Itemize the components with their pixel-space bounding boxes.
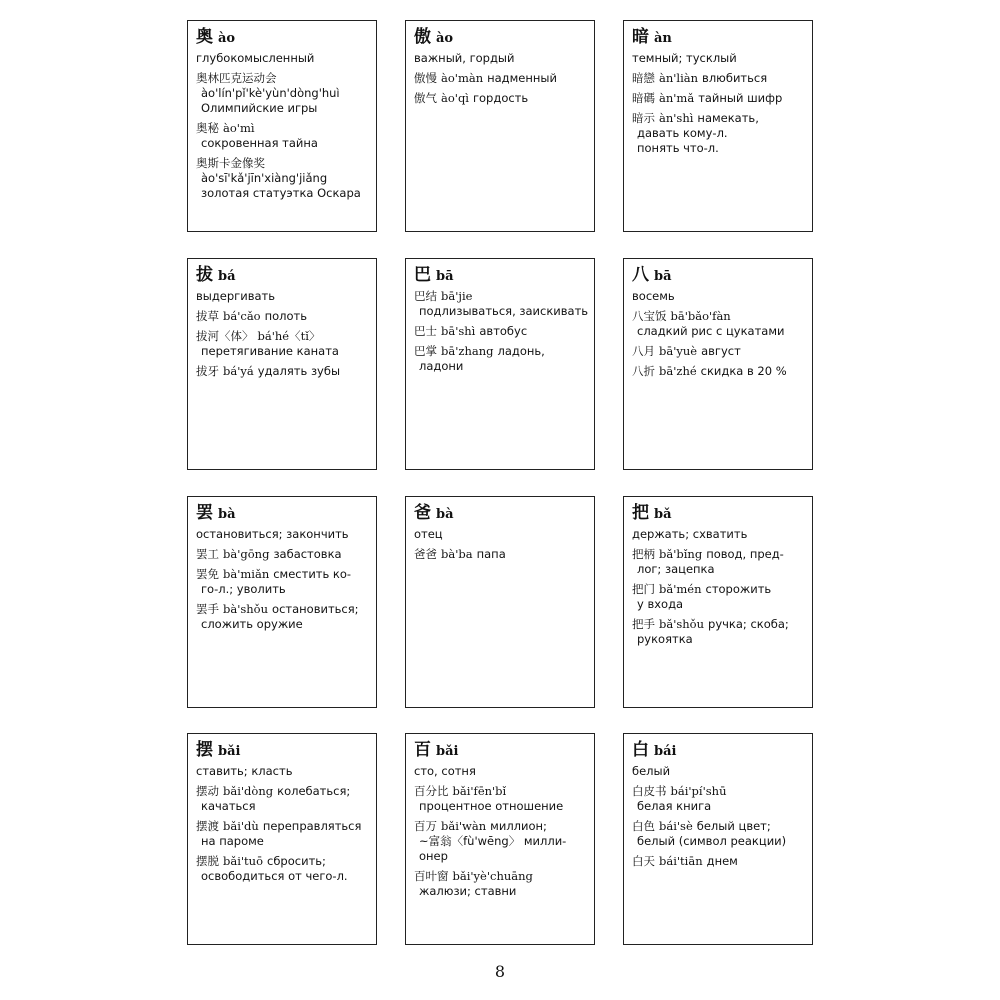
entry-translation: скидка в 20 %	[700, 364, 787, 378]
card-entry	[196, 819, 368, 849]
card-pinyin: bǎi	[218, 744, 241, 759]
card-definition: важный, гордый	[414, 51, 515, 65]
card-definition: сто, сотня	[414, 764, 476, 778]
card-entry	[414, 547, 586, 562]
entry-pinyin: bái'pí'shū	[670, 784, 727, 798]
card-entry	[196, 156, 368, 201]
entry-word: 巴士	[414, 324, 437, 338]
entry-word: 白天	[632, 854, 655, 868]
entry-translation: намекать,	[697, 111, 759, 125]
entry-translation: надменный	[487, 71, 557, 85]
entry-pinyin: bá'cǎo	[223, 309, 261, 323]
entry-translation: сбросить;	[267, 854, 326, 868]
card-definition: глубокомысленный	[196, 51, 315, 65]
entry-word: 八月	[632, 344, 655, 358]
card-entry	[196, 71, 368, 116]
entry-pinyin: ào'mì	[223, 121, 255, 135]
entry-word: 傲气	[414, 91, 437, 105]
entry-translation: влюбиться	[702, 71, 768, 85]
card-heading	[414, 27, 586, 49]
entry-pinyin: ào'màn	[441, 71, 484, 85]
entry-pinyin: bā'yuè	[659, 344, 698, 358]
card-hanzi: 傲	[414, 27, 431, 47]
flashcard	[623, 258, 813, 470]
entry-translation-continued: ào'sī'kǎ'jīn'xiàng'jiǎng	[201, 171, 328, 185]
entry-pinyin: bǎi'fēn'bǐ	[452, 784, 507, 798]
entry-pinyin: bà'miǎn	[223, 567, 270, 581]
card-entry	[414, 91, 586, 106]
entry-word: 白皮书	[632, 784, 667, 798]
entry-word: 百万	[414, 819, 437, 833]
card-heading	[632, 265, 804, 287]
entry-word: 百分比	[414, 784, 449, 798]
entry-pinyin: bá'hé〈tǐ〉	[257, 329, 321, 343]
card-entry	[632, 784, 804, 814]
card-entry	[632, 344, 804, 359]
entry-translation: повод, пред-	[706, 547, 784, 561]
entry-translation-continued: сложить оружие	[201, 617, 303, 631]
entry-pinyin: bà'shǒu	[223, 602, 269, 616]
flashcard	[187, 496, 377, 708]
card-hanzi: 摆	[196, 740, 213, 760]
card-entry	[196, 854, 368, 884]
entry-pinyin: bǎi'yè'chuāng	[452, 869, 533, 883]
flashcard	[623, 733, 813, 945]
entry-translation-continued: освободиться от чего-л.	[201, 869, 348, 883]
card-definition: восемь	[632, 289, 675, 303]
entry-translation: ручка; скоба;	[708, 617, 789, 631]
entry-pinyin: àn'mǎ	[659, 91, 695, 105]
entry-translation-continued: белая книга	[637, 799, 712, 813]
entry-word: 白色	[632, 819, 655, 833]
entry-translation-continued: у входа	[637, 597, 684, 611]
card-heading	[414, 265, 586, 287]
entry-word: 奥林匹克运动会	[196, 71, 277, 85]
entry-word: 罢手	[196, 602, 219, 616]
card-entry	[632, 854, 804, 869]
entry-word: 罢免	[196, 567, 219, 581]
entry-translation: белый цвет;	[696, 819, 771, 833]
card-entry	[414, 71, 586, 86]
entry-pinyin: bá'yá	[223, 364, 254, 378]
entry-pinyin: bǎi'dòng	[223, 784, 274, 798]
card-hanzi: 巴	[414, 265, 431, 285]
entry-translation-continued: рукоятка	[637, 632, 693, 646]
page-number: 8	[494, 962, 506, 981]
entry-translation-continued: ~富翁〈fù'wēng〉 милли-	[419, 834, 567, 848]
flashcard	[187, 20, 377, 232]
entry-word: 傲慢	[414, 71, 437, 85]
entry-pinyin: bǎ'shǒu	[659, 617, 705, 631]
flashcard	[623, 496, 813, 708]
card-entry	[414, 784, 586, 814]
entry-translation: сторожить	[705, 582, 772, 596]
entry-pinyin: bǎi'tuō	[223, 854, 264, 868]
card-definition: держать; схватить	[632, 527, 748, 541]
entry-pinyin: bǎ'bǐng	[659, 547, 703, 561]
card-entry	[414, 869, 586, 899]
card-heading	[196, 740, 368, 762]
entry-translation: автобус	[479, 324, 528, 338]
entry-word: 把门	[632, 582, 655, 596]
entry-pinyin: bái'tiān	[659, 854, 703, 868]
card-pinyin: bá	[218, 269, 236, 284]
card-definition: темный; тусклый	[632, 51, 737, 65]
entry-word: 暗碼	[632, 91, 655, 105]
card-heading	[196, 27, 368, 49]
entry-pinyin: àn'shì	[659, 111, 694, 125]
card-entry	[632, 309, 804, 339]
card-hanzi: 拔	[196, 265, 213, 285]
entry-word: 拔牙	[196, 364, 219, 378]
card-entry	[196, 547, 368, 562]
card-hanzi: 白	[632, 740, 649, 760]
entry-translation: ладонь,	[497, 344, 545, 358]
entry-pinyin: bái'sè	[659, 819, 693, 833]
entry-word: 爸爸	[414, 547, 437, 561]
card-heading	[414, 740, 586, 762]
flashcard	[405, 258, 595, 470]
entry-pinyin: bā'jie	[441, 289, 473, 303]
card-heading	[196, 503, 368, 525]
entry-word: 摆动	[196, 784, 219, 798]
card-entry	[632, 91, 804, 106]
entry-translation-continued: жалюзи; ставни	[419, 884, 517, 898]
card-entry	[196, 364, 368, 379]
entry-pinyin: bà'gōng	[223, 547, 270, 561]
entry-translation-continued: золотая статуэтка Оскара	[201, 186, 361, 200]
entry-translation-continued: лог; зацепка	[637, 562, 715, 576]
entry-translation-continued: качаться	[201, 799, 256, 813]
card-pinyin: àn	[654, 31, 672, 46]
entry-pinyin: ào'qì	[441, 91, 469, 105]
card-entry	[632, 617, 804, 647]
entry-translation: днем	[706, 854, 738, 868]
card-pinyin: bā	[654, 269, 672, 284]
entry-word: 拔草	[196, 309, 219, 323]
entry-translation-continued: на пароме	[201, 834, 264, 848]
card-definition: белый	[632, 764, 671, 778]
card-hanzi: 暗	[632, 27, 649, 47]
entry-translation-continued: онер	[419, 849, 448, 863]
card-heading	[632, 740, 804, 762]
entry-pinyin: bà'ba	[441, 547, 473, 561]
entry-word: 八折	[632, 364, 655, 378]
entry-translation-continued: сокровенная тайна	[201, 136, 318, 150]
entry-word: 拔河〈体〉	[196, 329, 254, 343]
entry-word: 巴掌	[414, 344, 437, 358]
entry-word: 百叶窗	[414, 869, 449, 883]
entry-translation: остановиться;	[272, 602, 359, 616]
entry-pinyin: bǎ'mén	[659, 582, 702, 596]
card-entry	[632, 582, 804, 612]
entry-translation: удалять зубы	[257, 364, 341, 378]
entry-translation: тайный шифр	[698, 91, 783, 105]
card-pinyin: ào	[436, 31, 454, 46]
card-hanzi: 罢	[196, 503, 213, 523]
entry-word: 暗示	[632, 111, 655, 125]
entry-translation: август	[701, 344, 741, 358]
card-hanzi: 奥	[196, 27, 213, 47]
entry-translation-continued: Олимпийские игры	[201, 101, 318, 115]
entry-translation: переправляться	[262, 819, 362, 833]
card-hanzi: 爸	[414, 503, 431, 523]
card-entry	[196, 567, 368, 597]
entry-translation-continued: подлизываться, заискивать	[419, 304, 589, 318]
card-entry	[196, 329, 368, 359]
entry-pinyin: bā'shì	[441, 324, 476, 338]
card-pinyin: bà	[218, 507, 236, 522]
entry-translation-continued: сладкий рис с цукатами	[637, 324, 785, 338]
flashcard	[405, 733, 595, 945]
card-pinyin: ào	[218, 31, 236, 46]
flashcard	[623, 20, 813, 232]
card-entry	[632, 71, 804, 86]
entry-pinyin: bā'zhé	[659, 364, 697, 378]
flashcard	[187, 258, 377, 470]
card-entry	[196, 121, 368, 151]
card-heading	[632, 503, 804, 525]
card-pinyin: bǎ	[654, 507, 672, 522]
entry-translation-continued: понять что-л.	[637, 141, 719, 155]
card-definition: остановиться; закончить	[196, 527, 349, 541]
card-hanzi: 八	[632, 265, 649, 285]
card-definition: отец	[414, 527, 443, 541]
entry-translation: колебаться;	[277, 784, 351, 798]
entry-translation-continued: го-л.; уволить	[201, 582, 286, 596]
entry-pinyin: bā'bǎo'fàn	[670, 309, 731, 323]
entry-pinyin: bǎi'wàn	[441, 819, 487, 833]
entry-word: 八宝饭	[632, 309, 667, 323]
card-entry	[414, 324, 586, 339]
entry-translation-continued: процентное отношение	[419, 799, 564, 813]
card-heading	[196, 265, 368, 287]
card-entry	[196, 784, 368, 814]
entry-pinyin: bā'zhang	[441, 344, 494, 358]
entry-translation-continued: давать кому-л.	[637, 126, 728, 140]
entry-word: 把手	[632, 617, 655, 631]
card-pinyin: bà	[436, 507, 454, 522]
entry-translation: забастовка	[273, 547, 342, 561]
card-hanzi: 百	[414, 740, 431, 760]
entry-translation: папа	[476, 547, 506, 561]
entry-translation: гордость	[472, 91, 529, 105]
entry-translation: полоть	[264, 309, 308, 323]
entry-word: 奥斯卡金像奖	[196, 156, 265, 170]
card-entry	[632, 111, 804, 156]
entry-word: 摆渡	[196, 819, 219, 833]
flashcard	[405, 20, 595, 232]
card-entry	[632, 819, 804, 849]
card-pinyin: bā	[436, 269, 454, 284]
entry-translation-continued: ào'lín'pǐ'kè'yùn'dòng'huì	[201, 86, 340, 100]
entry-translation: сместить ко-	[273, 567, 352, 581]
card-entry	[196, 309, 368, 324]
flashcard	[187, 733, 377, 945]
card-definition: ставить; класть	[196, 764, 293, 778]
entry-pinyin: bǎi'dù	[223, 819, 259, 833]
card-entry	[414, 289, 589, 319]
entry-translation-continued: белый (символ реакции)	[637, 834, 787, 848]
card-entry	[414, 819, 586, 864]
card-entry	[632, 364, 804, 379]
card-pinyin: bái	[654, 744, 677, 759]
entry-word: 罢工	[196, 547, 219, 561]
entry-word: 暗戀	[632, 71, 655, 85]
entry-pinyin: àn'liàn	[659, 71, 699, 85]
card-definition: выдергивать	[196, 289, 276, 303]
entry-translation-continued: ладони	[419, 359, 464, 373]
flashcard	[405, 496, 595, 708]
card-pinyin: bǎi	[436, 744, 459, 759]
entry-word: 巴结	[414, 289, 437, 303]
card-hanzi: 把	[632, 503, 649, 523]
entry-word: 奥秘	[196, 121, 219, 135]
card-entry	[196, 602, 368, 632]
card-heading	[414, 503, 586, 525]
entry-translation: миллион;	[490, 819, 547, 833]
card-entry	[414, 344, 586, 374]
entry-word: 摆脱	[196, 854, 219, 868]
entry-translation-continued: перетягивание каната	[201, 344, 339, 358]
entry-word: 把柄	[632, 547, 655, 561]
card-entry	[632, 547, 804, 577]
card-heading	[632, 27, 804, 49]
